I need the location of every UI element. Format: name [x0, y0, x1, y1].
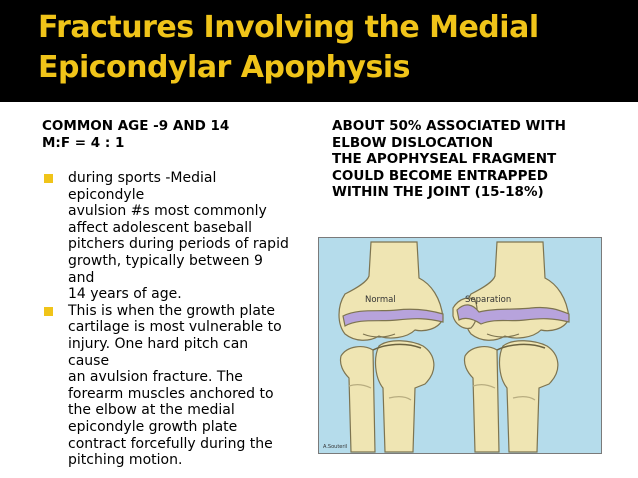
- right-line: THE APOPHYSEAL FRAGMENT: [332, 151, 557, 167]
- title-bar: [0, 0, 638, 102]
- normal-label: Normal: [365, 295, 396, 305]
- bullet-line: This is when the growth plate: [68, 302, 275, 319]
- bullet-square-icon: [44, 174, 53, 183]
- slide-title-line-2: Epicondylar Apophysis: [38, 50, 410, 85]
- left-column: [42, 118, 292, 469]
- elbow-bones-drawing: [319, 238, 601, 453]
- slide-title-line-1: Fractures Involving the Medial: [38, 10, 539, 45]
- bullet-line: growth, typically between 9 and: [68, 252, 263, 286]
- bullet-line: injury. One hard pitch can cause: [68, 335, 249, 369]
- bullet-line: an avulsion fracture. The: [68, 369, 243, 386]
- bullet-square-icon: [44, 307, 53, 316]
- bullet-line: forearm muscles anchored to: [68, 385, 274, 402]
- bullet-line: pitchers during periods of rapid: [68, 236, 289, 253]
- bullet-list: [42, 170, 292, 469]
- sex-ratio-line: M:F = 4 : 1: [42, 135, 125, 151]
- common-age-line: COMMON AGE -9 AND 14: [42, 118, 230, 134]
- bullet-line: epicondyle growth plate: [68, 418, 238, 435]
- bullet-item: [42, 303, 292, 469]
- normal-elbow: [339, 242, 443, 452]
- illustration-credit: A.Souteril: [323, 444, 348, 450]
- right-line: COULD BECOME ENTRAPPED: [332, 167, 548, 184]
- bullet-line: affect adolescent baseball: [68, 219, 253, 236]
- bullet-line: during sports -Medial epicondyle: [68, 170, 217, 203]
- right-line: ELBOW DISLOCATION: [332, 134, 494, 151]
- slide-title: [38, 8, 628, 88]
- elbow-illustration: [318, 237, 602, 454]
- bullet-line: avulsion #s most commonly: [68, 203, 267, 220]
- bullet-line: 14 years of age.: [68, 286, 182, 303]
- right-line: ABOUT 50% ASSOCIATED WITH: [332, 118, 566, 134]
- separation-elbow: [453, 242, 569, 452]
- bullet-line: pitching motion.: [68, 452, 183, 469]
- bullet-line: cartilage is most vulnerable to: [68, 319, 282, 336]
- right-line: WITHIN THE JOINT (15-18%): [332, 184, 544, 200]
- right-column: [332, 118, 602, 201]
- bullet-line: the elbow at the medial: [68, 402, 235, 419]
- bullet-line: contract forcefully during the: [68, 435, 273, 452]
- bullet-item: [42, 170, 292, 303]
- separation-label: Separation: [465, 295, 512, 305]
